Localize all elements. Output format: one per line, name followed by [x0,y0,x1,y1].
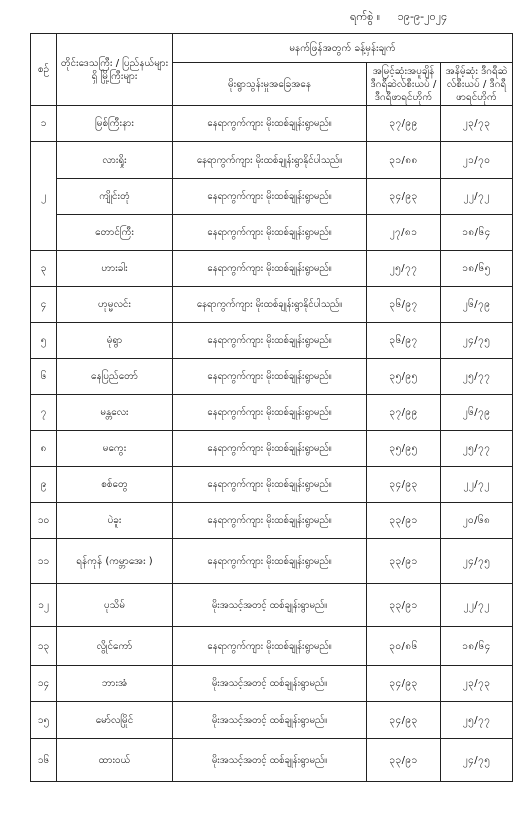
max-temp: ၂၇/၈၁ [367,215,441,251]
city-name: နေပြည်တော် [57,359,173,395]
row-number: ၅ [31,323,57,359]
min-temp: ၂၄/၇၅ [441,739,513,782]
row-number: ၂ [31,142,57,251]
max-temp: ၃၄/၉၃ [367,702,441,739]
header-max-temp: အမြင့်ဆုံးအပူချိန် ဒီဂရီဆဲလ်စီးယပ် /ဒီဂရီဖာရင်ဟိုက် [367,63,441,106]
table-row [31,467,513,503]
table-row [31,503,513,539]
city-name: ပဲခူး [57,503,173,539]
min-temp: ၂၃/၇၃ [441,666,513,702]
min-temp: ၂၃/၇၃ [441,106,513,142]
date-value: ၁၉-၉-၂၀၂၄ [397,10,448,23]
city-name: စစ်တွေ [57,467,173,503]
table-row [31,287,513,323]
city-name: ထားဝယ် [57,739,173,782]
forecast-table [30,33,513,782]
table-row [31,584,513,627]
city-name: ဘားအံ [57,666,173,702]
min-temp: ၂၆/၇၉ [441,395,513,431]
weather-condition: နေရာကွက်ကျား မိုးထစ်ချုန်းရွာမည်။ [173,359,367,395]
max-temp: ၃၄/၉၃ [367,666,441,702]
weather-condition: နေရာကွက်ကျား မိုးထစ်ချုန်းရွာမည်။ [173,323,367,359]
row-number: ၁၆ [31,739,57,782]
table-row [31,739,513,782]
city-name: ဟုမ္မလင်း [57,287,173,323]
max-temp: ၃၇/၉၉ [367,106,441,142]
row-number: ၉ [31,467,57,503]
row-number: ၁၀ [31,503,57,539]
table-row [31,106,513,142]
max-temp: ၃၁/၈၈ [367,142,441,179]
date-label: ရက်စွဲ ။ [350,10,381,23]
weather-condition: နေရာကွက်ကျား မိုးထစ်ချုန်းရွာမည်။ [173,106,367,142]
max-temp: ၂၅/၇၇ [367,251,441,287]
min-temp: ၂၄/၇၅ [441,323,513,359]
table-row [31,666,513,702]
max-temp: ၃၃/၉၁ [367,739,441,782]
max-temp: ၃၆/၉၇ [367,287,441,323]
row-number: ၁၁ [31,539,57,584]
city-name: တောင်ကြီး [57,215,173,251]
weather-condition: နေရာကွက်ကျား မိုးထစ်ချုန်းရွာမည်။ [173,627,367,666]
min-temp: ၂၂/၇၂ [441,179,513,215]
min-temp: ၂၅/၇၇ [441,702,513,739]
header-row-1 [31,34,513,63]
date-line [350,8,520,26]
max-temp: ၃၅/၉၅ [367,359,441,395]
row-number: ၄ [31,287,57,323]
table-row [31,251,513,287]
row-number: ၁၃ [31,627,57,666]
row-number: ၁ [31,106,57,142]
header-min-temp: အနိမ့်ဆုံး ဒီဂရီဆဲလ်စီးယပ် / ဒီဂရီဖာရင်ဟိုက် [441,63,513,106]
max-temp: ၃၄/၉၃ [367,467,441,503]
max-temp: ၃၇/၉၉ [367,395,441,431]
table-row [31,395,513,431]
header-weather: မိုးရွာသွန်းမှုအခြေအနေ [173,63,367,106]
table-row [31,627,513,666]
weather-condition: မိုးအသင့်အတင့် ထစ်ချုန်းရွာမည်။ [173,666,367,702]
min-temp: ၂၅/၇၇ [441,431,513,467]
city-name: ဟားခါး [57,251,173,287]
row-number: ၇ [31,395,57,431]
table-row [31,359,513,395]
max-temp: ၃၅/၉၅ [367,431,441,467]
table-row [31,539,513,584]
weather-condition: နေရာကွက်ကျား မိုးထစ်ချုန်းရွာမည်။ [173,539,367,584]
city-name: ရန်ကုန် (ကမ္ဘာအေး ) [57,539,173,584]
max-temp: ၃၃/၉၁ [367,503,441,539]
weather-condition: နေရာကွက်ကျား မိုးထစ်ချုန်းရွာမည်။ [173,215,367,251]
weather-condition: နေရာကွက်ကျား မိုးထစ်ချုန်းရွာနိုင်ပါသည်။ [173,142,367,179]
row-number: ၁၅ [31,702,57,739]
weather-condition: နေရာကွက်ကျား မိုးထစ်ချုန်းရွာနိုင်ပါသည်။ [173,287,367,323]
weather-condition: နေရာကွက်ကျား မိုးထစ်ချုန်းရွာမည်။ [173,503,367,539]
min-temp: ၂၁/၇၀ [441,142,513,179]
row-number: ၃ [31,251,57,287]
city-name: မန္တလေး [57,395,173,431]
max-temp: ၃၀/၈၆ [367,627,441,666]
weather-condition: နေရာကွက်ကျား မိုးထစ်ချုန်းရွာမည်။ [173,251,367,287]
city-name: မကွေး [57,431,173,467]
min-temp: ၁၈/၆၄ [441,215,513,251]
header-city: တိုင်းဒေသကြီး / ပြည်နယ်များရှိ မြို့ကြီးများ [57,34,173,106]
city-name: လားရှိုး [57,142,173,179]
city-name: မော်လမြိုင် [57,702,173,739]
min-temp: ၁၈/၆၅ [441,251,513,287]
weather-condition: မိုးအသင့်အတင့် ထစ်ချုန်းရွာမည်။ [173,739,367,782]
header-no: စဉ် [31,34,57,106]
max-temp: ၃၄/၉၃ [367,179,441,215]
weather-condition: မိုးအသင့်အတင့် ထစ်ချုန်းရွာမည်။ [173,584,367,627]
row-number: ၆ [31,359,57,395]
weather-condition: နေရာကွက်ကျား မိုးထစ်ချုန်းရွာမည်။ [173,431,367,467]
city-name: ကျိုင်းတုံ [57,179,173,215]
min-temp: ၂၅/၇၇ [441,359,513,395]
city-name: မြစ်ကြီးနား [57,106,173,142]
table-row [31,323,513,359]
min-temp: ၂၀/၆၈ [441,503,513,539]
city-name: မုံရွာ [57,323,173,359]
min-temp: ၂၂/၇၂ [441,467,513,503]
table-row [31,431,513,467]
city-name: ပုသိမ် [57,584,173,627]
row-number: ၁၂ [31,584,57,627]
table-row [31,179,513,215]
table-row [31,142,513,179]
min-temp: ၂၂/၇၂ [441,584,513,627]
min-temp: ၁၈/၆၄ [441,627,513,666]
table-row [31,702,513,739]
min-temp: ၂၄/၇၅ [441,539,513,584]
header-forecast-group: မနက်ဖြန်အတွက် ခန့်မှန်းချက် [173,34,513,63]
weather-condition: နေရာကွက်ကျား မိုးထစ်ချုန်းရွာမည်။ [173,395,367,431]
city-name: လွိုင်ကော် [57,627,173,666]
max-temp: ၃၆/၉၇ [367,323,441,359]
max-temp: ၃၃/၉၁ [367,584,441,627]
weather-condition: နေရာကွက်ကျား မိုးထစ်ချုန်းရွာမည်။ [173,179,367,215]
max-temp: ၃၃/၉၁ [367,539,441,584]
weather-condition: မိုးအသင့်အတင့် ထစ်ချုန်းရွာမည်။ [173,702,367,739]
min-temp: ၂၆/၇၉ [441,287,513,323]
row-number: ၁၄ [31,666,57,702]
row-number: ၈ [31,431,57,467]
table-row [31,215,513,251]
weather-condition: နေရာကွက်ကျား မိုးထစ်ချုန်းရွာမည်။ [173,467,367,503]
